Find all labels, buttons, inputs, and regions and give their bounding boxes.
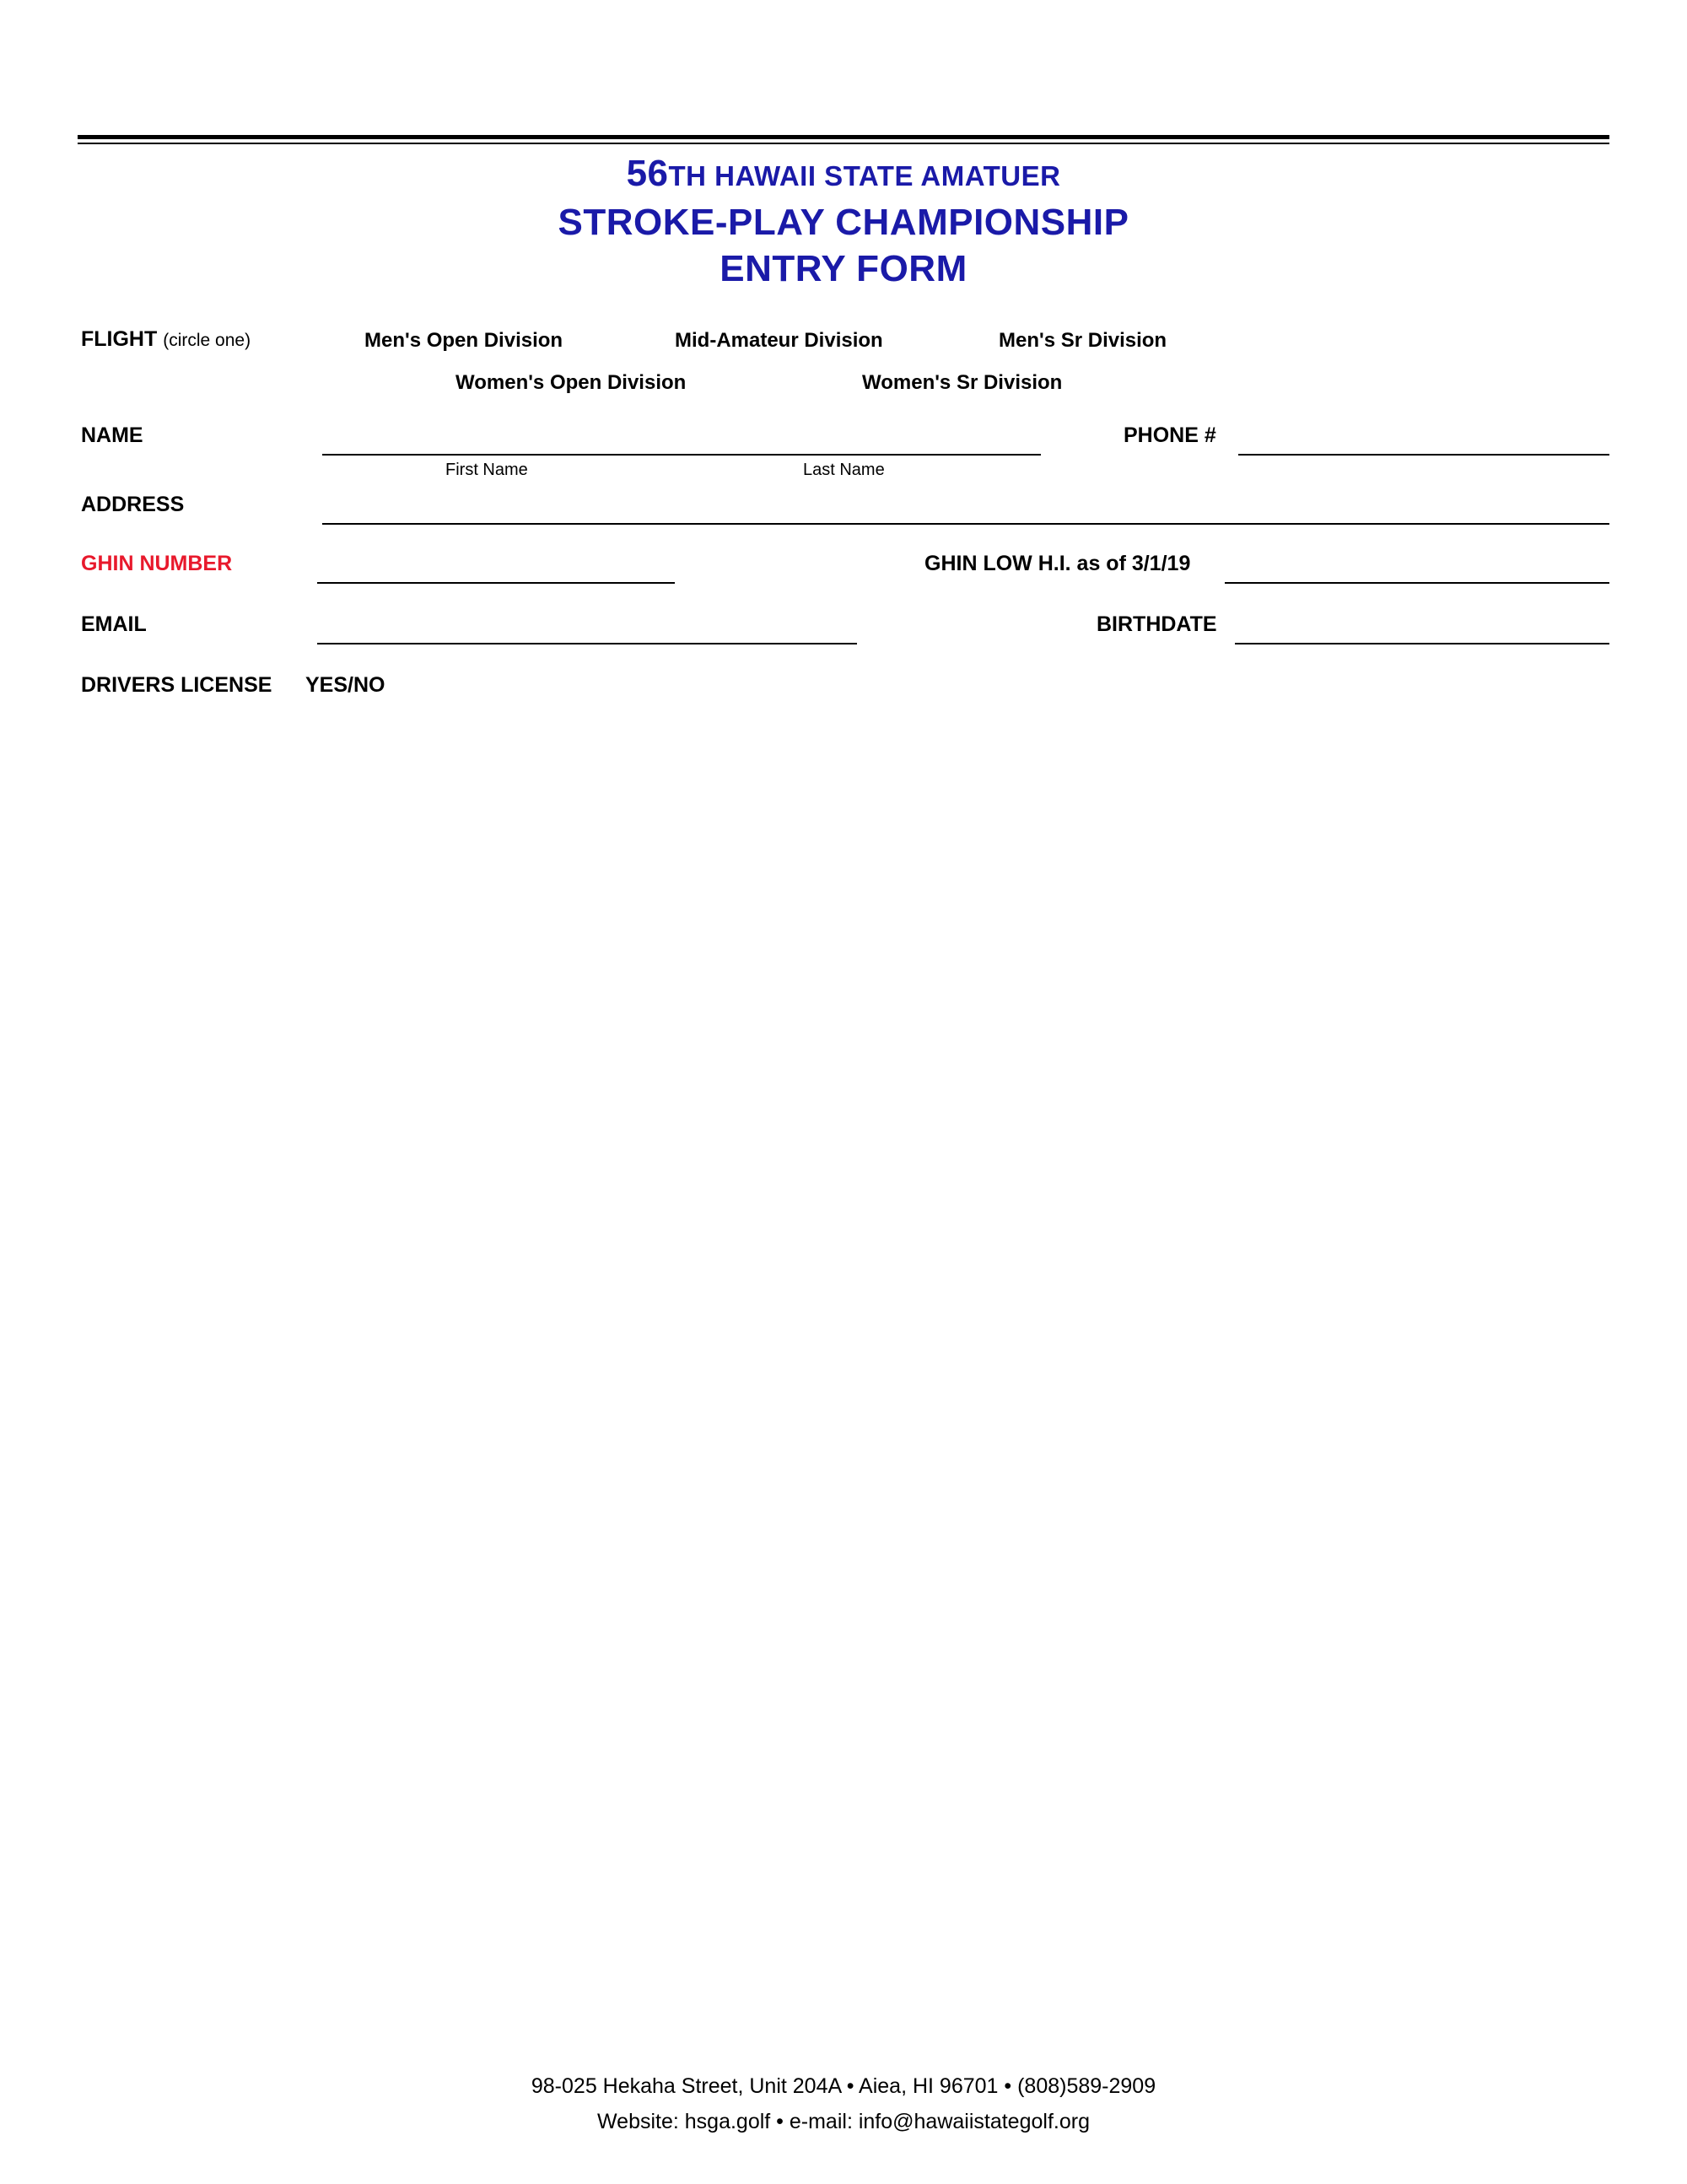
footer-address: 98-025 Hekaha Street, Unit 204A • Aiea, HI 96701 • (808)589-2909 [531, 2074, 1156, 2098]
title-line-1 [0, 150, 1687, 199]
division-option-womens-sr[interactable]: Women's Sr Division [862, 371, 1063, 394]
flight-label [81, 327, 251, 352]
ghin-number-input[interactable] [317, 582, 675, 584]
flight-label-text: FLIGHT [81, 327, 158, 351]
phone-input[interactable] [1238, 454, 1609, 456]
birthdate-input[interactable] [1235, 643, 1609, 644]
name-hint-last: Last Name [803, 461, 885, 479]
division-option-mens-open[interactable]: Men's Open Division [364, 329, 563, 352]
name-input[interactable] [322, 454, 1041, 456]
flight-label-note: (circle one) [163, 331, 251, 350]
ghin-number-label: GHIN NUMBER [81, 552, 233, 575]
title-line-1-prefix: 56 [626, 153, 669, 194]
birthdate-label: BIRTHDATE [1097, 612, 1217, 636]
address-input[interactable] [322, 523, 1609, 525]
ghin-low-label: GHIN LOW H.I. as of 3/1/19 [924, 552, 1191, 575]
division-option-mens-sr[interactable]: Men's Sr Division [999, 329, 1167, 352]
email-label: EMAIL [81, 612, 147, 636]
title-line-2: STROKE-PLAY CHAMPIONSHIP [558, 202, 1129, 243]
footer-contact: Website: hsga.golf • e-mail: info@hawaiistategolf.org [597, 2110, 1090, 2133]
footer [0, 2068, 1687, 2139]
page-title [0, 150, 1687, 292]
header-divider [78, 135, 1609, 144]
phone-label: PHONE # [1124, 423, 1216, 447]
division-option-mid-amateur[interactable]: Mid-Amateur Division [675, 329, 883, 352]
name-hint-first: First Name [445, 461, 528, 479]
title-line-1-suffix: TH HAWAII STATE AMATUER [668, 160, 1061, 191]
title-line-3: ENTRY FORM [720, 248, 967, 289]
drivers-license-label: DRIVERS LICENSE [81, 673, 272, 697]
drivers-license-options[interactable]: YES/NO [305, 673, 385, 697]
name-label: NAME [81, 423, 143, 447]
division-option-womens-open[interactable]: Women's Open Division [455, 371, 687, 394]
address-label: ADDRESS [81, 493, 185, 516]
ghin-low-input[interactable] [1225, 582, 1609, 584]
email-input[interactable] [317, 643, 857, 644]
